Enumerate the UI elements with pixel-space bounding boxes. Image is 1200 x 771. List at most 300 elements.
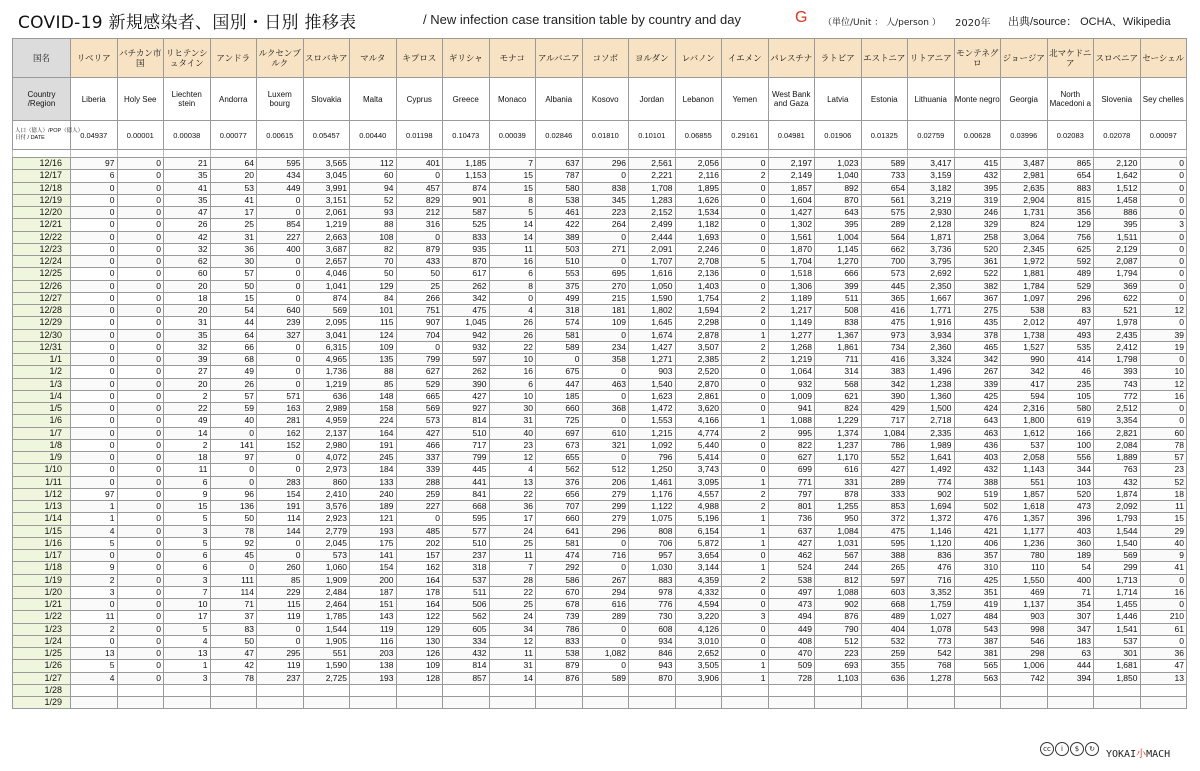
value-cell: 193	[350, 525, 397, 537]
gap-cell	[1047, 150, 1094, 158]
value-cell: 41	[210, 194, 257, 206]
value-cell: 706	[629, 537, 676, 549]
table-row	[13, 586, 1187, 598]
value-cell: 23	[1140, 464, 1187, 476]
value-cell: 640	[257, 305, 304, 317]
value-cell: 296	[582, 525, 629, 537]
value-cell: 1,215	[629, 427, 676, 439]
value-cell: 603	[861, 586, 908, 598]
value-cell: 1,145	[815, 243, 862, 255]
value-cell: 0	[1140, 158, 1187, 170]
value-cell: 0	[1140, 635, 1187, 647]
value-cell: 0	[582, 390, 629, 402]
value-cell: 1,143	[1001, 464, 1048, 476]
value-cell: 870	[815, 194, 862, 206]
value-cell: 879	[396, 243, 443, 255]
value-cell: 470	[768, 648, 815, 660]
value-cell: 57	[1140, 452, 1187, 464]
value-cell: 0	[210, 476, 257, 488]
value-cell: 3,934	[908, 329, 955, 341]
value-cell	[71, 684, 118, 696]
value-cell: 2,410	[303, 488, 350, 500]
value-cell: 25	[396, 280, 443, 292]
value-cell: 829	[396, 194, 443, 206]
value-cell: 535	[1047, 341, 1094, 353]
value-cell: 267	[954, 366, 1001, 378]
value-cell: 465	[954, 341, 1001, 353]
value-cell: 538	[1001, 305, 1048, 317]
value-cell	[396, 697, 443, 709]
value-cell: 163	[257, 403, 304, 415]
value-cell: 5	[71, 537, 118, 549]
value-cell: 0	[71, 390, 118, 402]
date-cell: 1/28	[13, 684, 71, 696]
value-cell: 0	[117, 464, 164, 476]
value-cell: 235	[1047, 378, 1094, 390]
value-cell: 695	[582, 268, 629, 280]
value-cell: 434	[257, 170, 304, 182]
value-cell: 2,197	[768, 158, 815, 170]
value-cell: 25	[489, 537, 536, 549]
page-header	[0, 0, 1200, 38]
value-cell: 16	[1140, 586, 1187, 598]
value-cell: 525	[443, 219, 490, 231]
value-cell: 24	[489, 525, 536, 537]
value-cell: 84	[350, 292, 397, 304]
value-cell: 1,082	[582, 648, 629, 660]
value-cell: 1,738	[1001, 329, 1048, 341]
value-cell: 0	[1140, 280, 1187, 292]
table-row	[13, 194, 1187, 206]
country-name-en: Liechten stein	[164, 78, 211, 121]
value-cell: 0	[489, 292, 536, 304]
value-cell: 0	[722, 452, 769, 464]
value-cell: 1,989	[908, 439, 955, 451]
value-cell: 289	[582, 611, 629, 623]
value-cell: 342	[1001, 366, 1048, 378]
value-cell: 1,540	[629, 378, 676, 390]
value-cell: 700	[861, 256, 908, 268]
value-cell: 25	[489, 599, 536, 611]
table-row	[13, 476, 1187, 488]
value-cell: 521	[1094, 305, 1141, 317]
value-cell: 780	[1001, 550, 1048, 562]
value-cell: 10	[489, 354, 536, 366]
value-cell: 0	[722, 550, 769, 562]
value-cell: 296	[582, 158, 629, 170]
value-cell: 39	[164, 354, 211, 366]
value-cell: 427	[768, 537, 815, 549]
value-cell: 0	[722, 439, 769, 451]
value-cell: 318	[536, 305, 583, 317]
gap-cell	[257, 150, 304, 158]
brand-part-a: YOKAI	[1106, 749, 1137, 760]
value-cell: 425	[954, 390, 1001, 402]
value-cell: 1,078	[908, 623, 955, 635]
value-cell	[861, 684, 908, 696]
country-name-jp: キプロス	[396, 39, 443, 78]
value-cell: 316	[396, 219, 443, 231]
value-cell: 13	[1140, 672, 1187, 684]
value-cell: 2,635	[1001, 182, 1048, 194]
value-cell: 7	[489, 158, 536, 170]
value-cell: 616	[815, 464, 862, 476]
value-cell: 569	[1094, 550, 1141, 562]
value-cell: 1,708	[629, 182, 676, 194]
value-cell: 119	[257, 660, 304, 672]
value-cell: 2,981	[1001, 170, 1048, 182]
value-cell: 1,553	[629, 415, 676, 427]
value-cell	[71, 697, 118, 709]
value-cell: 162	[257, 427, 304, 439]
value-cell: 1,972	[1001, 256, 1048, 268]
date-cell: 1/21	[13, 599, 71, 611]
value-cell: 1	[71, 501, 118, 513]
value-cell: 203	[350, 648, 397, 660]
value-cell: 1,731	[1001, 207, 1048, 219]
value-cell: 1,277	[768, 329, 815, 341]
value-cell: 643	[815, 207, 862, 219]
value-cell: 3,219	[908, 194, 955, 206]
value-cell	[257, 697, 304, 709]
value-cell: 26	[489, 317, 536, 329]
value-cell: 301	[1094, 648, 1141, 660]
value-cell: 668	[861, 599, 908, 611]
value-cell: 31	[489, 415, 536, 427]
date-cell: 1/2	[13, 366, 71, 378]
header-gap	[13, 150, 1187, 158]
value-cell: 1,736	[303, 366, 350, 378]
value-cell: 0	[117, 182, 164, 194]
table-body	[13, 158, 1187, 709]
value-cell: 245	[350, 452, 397, 464]
value-cell: 2	[722, 292, 769, 304]
value-cell: 3,220	[675, 611, 722, 623]
value-cell: 279	[582, 488, 629, 500]
value-cell: 476	[954, 513, 1001, 525]
value-cell	[768, 684, 815, 696]
sa-icon: ↻	[1085, 742, 1099, 756]
value-cell: 2,129	[1094, 243, 1141, 255]
value-cell: 3,507	[675, 341, 722, 353]
country-name-en: Kosovo	[582, 78, 629, 121]
country-name-jp: リトアニア	[908, 39, 955, 78]
value-cell: 0	[117, 648, 164, 660]
value-cell: 1,590	[629, 292, 676, 304]
value-cell: 2,718	[908, 415, 955, 427]
value-cell: 264	[582, 219, 629, 231]
value-cell: 31	[164, 317, 211, 329]
value-cell: 12	[489, 452, 536, 464]
value-cell: 0	[582, 623, 629, 635]
value-cell: 414	[1047, 354, 1094, 366]
country-name-en: Malta	[350, 78, 397, 121]
table-row	[13, 329, 1187, 341]
value-cell: 0	[71, 550, 118, 562]
value-cell: 47	[164, 207, 211, 219]
value-cell: 529	[1047, 280, 1094, 292]
value-cell: 307	[1047, 611, 1094, 623]
value-cell: 406	[954, 537, 1001, 549]
table-row	[13, 501, 1187, 513]
value-cell: 1,623	[629, 390, 676, 402]
value-cell: 23	[489, 439, 536, 451]
value-cell: 0	[117, 501, 164, 513]
value-cell: 66	[210, 341, 257, 353]
value-cell: 1,674	[629, 329, 676, 341]
value-cell: 20	[164, 280, 211, 292]
value-cell	[629, 697, 676, 709]
value-cell: 227	[396, 501, 443, 513]
value-cell: 3,620	[675, 403, 722, 415]
value-cell: 0	[722, 635, 769, 647]
value-cell	[722, 697, 769, 709]
value-cell: 63	[1047, 648, 1094, 660]
value-cell: 4,332	[675, 586, 722, 598]
value-cell: 14	[489, 219, 536, 231]
table-row	[13, 525, 1187, 537]
country-population: 0.00001	[117, 121, 164, 150]
value-cell	[1001, 697, 1048, 709]
value-cell: 337	[396, 452, 443, 464]
value-cell	[954, 684, 1001, 696]
country-population: 0.10473	[443, 121, 490, 150]
corner-pop-label: 人口（億人）/POP（億人）	[15, 128, 84, 134]
value-cell: 0	[117, 280, 164, 292]
gap-cell	[350, 150, 397, 158]
value-cell: 403	[954, 452, 1001, 464]
value-cell: 432	[954, 170, 1001, 182]
value-cell: 538	[536, 648, 583, 660]
value-cell: 595	[443, 513, 490, 525]
date-cell: 12/20	[13, 207, 71, 219]
value-cell: 157	[396, 550, 443, 562]
country-population: 0.29161	[722, 121, 769, 150]
value-cell: 489	[1047, 268, 1094, 280]
value-cell: 675	[536, 366, 583, 378]
value-cell: 368	[582, 403, 629, 415]
value-cell: 298	[1001, 648, 1048, 660]
value-cell: 1,182	[675, 219, 722, 231]
value-cell: 258	[954, 231, 1001, 243]
value-cell: 1,103	[815, 672, 862, 684]
value-cell: 3,736	[908, 243, 955, 255]
value-cell: 54	[210, 305, 257, 317]
value-cell: 3,743	[675, 464, 722, 476]
value-cell: 6,154	[675, 525, 722, 537]
value-cell: 289	[861, 219, 908, 231]
table-row	[13, 648, 1187, 660]
value-cell: 3,991	[303, 182, 350, 194]
value-cell: 64	[210, 158, 257, 170]
value-cell: 395	[1094, 219, 1141, 231]
value-cell: 275	[954, 305, 1001, 317]
value-cell: 1,045	[443, 317, 490, 329]
value-cell: 836	[908, 550, 955, 562]
value-cell: 1,861	[815, 341, 862, 353]
value-cell: 519	[954, 488, 1001, 500]
value-cell: 874	[443, 182, 490, 194]
value-cell: 1,360	[908, 390, 955, 402]
value-cell: 70	[350, 256, 397, 268]
value-cell: 874	[303, 292, 350, 304]
date-cell: 12/28	[13, 305, 71, 317]
value-cell: 865	[1047, 158, 1094, 170]
value-cell: 627	[768, 452, 815, 464]
value-cell: 575	[861, 207, 908, 219]
value-cell: 485	[396, 525, 443, 537]
value-cell: 662	[861, 243, 908, 255]
value-cell: 339	[954, 378, 1001, 390]
value-cell: 31	[210, 231, 257, 243]
country-name-en: Estonia	[861, 78, 908, 121]
value-cell: 185	[536, 390, 583, 402]
value-cell: 473	[1047, 501, 1094, 513]
value-cell: 399	[815, 280, 862, 292]
value-cell: 1,642	[1094, 170, 1141, 182]
value-cell: 0	[1140, 243, 1187, 255]
value-cell: 16	[489, 366, 536, 378]
value-cell: 6	[489, 378, 536, 390]
value-cell: 673	[536, 439, 583, 451]
value-cell: 71	[210, 599, 257, 611]
date-cell: 1/23	[13, 623, 71, 635]
value-cell: 0	[71, 439, 118, 451]
value-cell: 0	[722, 158, 769, 170]
value-cell: 876	[815, 611, 862, 623]
value-cell: 1,472	[629, 403, 676, 415]
value-cell: 372	[861, 513, 908, 525]
value-cell: 88	[350, 366, 397, 378]
value-cell: 1,458	[1094, 194, 1141, 206]
value-cell: 509	[768, 660, 815, 672]
value-cell: 0	[536, 354, 583, 366]
value-cell: 2	[722, 501, 769, 513]
value-cell: 2,221	[629, 170, 676, 182]
country-name-en: Slovenia	[1094, 78, 1141, 121]
country-population: 0.00038	[164, 121, 211, 150]
value-cell: 61	[1140, 623, 1187, 635]
value-cell: 902	[815, 599, 862, 611]
value-cell: 318	[443, 562, 490, 574]
value-cell: 772	[1094, 390, 1141, 402]
value-cell: 846	[629, 648, 676, 660]
value-cell: 1,137	[1001, 599, 1048, 611]
value-cell	[396, 684, 443, 696]
value-cell	[350, 684, 397, 696]
value-cell: 1,978	[1094, 317, 1141, 329]
table-row	[13, 366, 1187, 378]
value-cell: 34	[489, 623, 536, 635]
value-cell: 1,800	[1001, 415, 1048, 427]
value-cell: 941	[768, 403, 815, 415]
value-cell: 27	[164, 366, 211, 378]
value-cell: 400	[1047, 574, 1094, 586]
value-cell: 0	[117, 256, 164, 268]
value-cell: 154	[257, 488, 304, 500]
value-cell: 191	[257, 501, 304, 513]
value-cell: 0	[71, 207, 118, 219]
value-cell: 85	[257, 574, 304, 586]
value-cell: 0	[71, 219, 118, 231]
value-cell: 4,126	[675, 623, 722, 635]
value-cell: 1,707	[629, 256, 676, 268]
value-cell: 1,374	[815, 427, 862, 439]
value-cell: 0	[1140, 599, 1187, 611]
value-cell: 605	[443, 623, 490, 635]
value-cell: 32	[164, 243, 211, 255]
value-cell: 0	[210, 464, 257, 476]
value-cell: 382	[954, 280, 1001, 292]
value-cell: 0	[117, 476, 164, 488]
value-cell: 1,050	[629, 280, 676, 292]
value-cell: 189	[350, 501, 397, 513]
value-cell: 942	[443, 329, 490, 341]
value-cell: 435	[954, 317, 1001, 329]
value-cell: 71	[1047, 586, 1094, 598]
value-cell: 522	[954, 268, 1001, 280]
table-row	[13, 354, 1187, 366]
license-badge	[1040, 742, 1100, 756]
value-cell: 814	[443, 660, 490, 672]
value-cell: 244	[815, 562, 862, 574]
value-cell: 2,435	[1094, 329, 1141, 341]
value-cell: 419	[954, 599, 1001, 611]
country-name-en: Andorra	[210, 78, 257, 121]
value-cell: 0	[257, 623, 304, 635]
value-cell: 2,136	[675, 268, 722, 280]
value-cell: 400	[257, 243, 304, 255]
value-cell: 115	[257, 599, 304, 611]
date-cell: 1/10	[13, 464, 71, 476]
value-cell: 94	[350, 182, 397, 194]
value-cell: 1,626	[675, 194, 722, 206]
value-cell: 995	[768, 427, 815, 439]
value-cell: 47	[210, 648, 257, 660]
country-population: 0.02078	[1094, 121, 1141, 150]
value-cell: 0	[1140, 182, 1187, 194]
value-cell: 2	[722, 305, 769, 317]
value-cell: 1,372	[908, 513, 955, 525]
value-cell: 2	[164, 439, 211, 451]
value-cell: 903	[1001, 611, 1048, 623]
date-cell: 1/19	[13, 574, 71, 586]
value-cell: 18	[1140, 488, 1187, 500]
value-cell: 0	[71, 231, 118, 243]
value-cell: 422	[536, 219, 583, 231]
table-row	[13, 292, 1187, 304]
value-cell: 126	[396, 648, 443, 660]
value-cell: 4	[71, 672, 118, 684]
value-cell: 4,359	[675, 574, 722, 586]
value-cell	[815, 684, 862, 696]
value-cell: 345	[582, 194, 629, 206]
value-cell: 2,149	[768, 170, 815, 182]
value-cell: 133	[350, 476, 397, 488]
corner-country-jp: 国名	[13, 39, 71, 78]
value-cell: 441	[443, 476, 490, 488]
value-cell: 1,146	[908, 525, 955, 537]
value-cell: 2,821	[1094, 427, 1141, 439]
value-cell: 1,909	[303, 574, 350, 586]
value-cell: 26	[489, 329, 536, 341]
value-cell: 0	[210, 562, 257, 574]
value-cell: 18	[164, 452, 211, 464]
value-cell: 589	[582, 672, 629, 684]
value-cell: 0	[71, 341, 118, 353]
value-cell: 50	[210, 635, 257, 647]
value-cell: 36	[210, 243, 257, 255]
